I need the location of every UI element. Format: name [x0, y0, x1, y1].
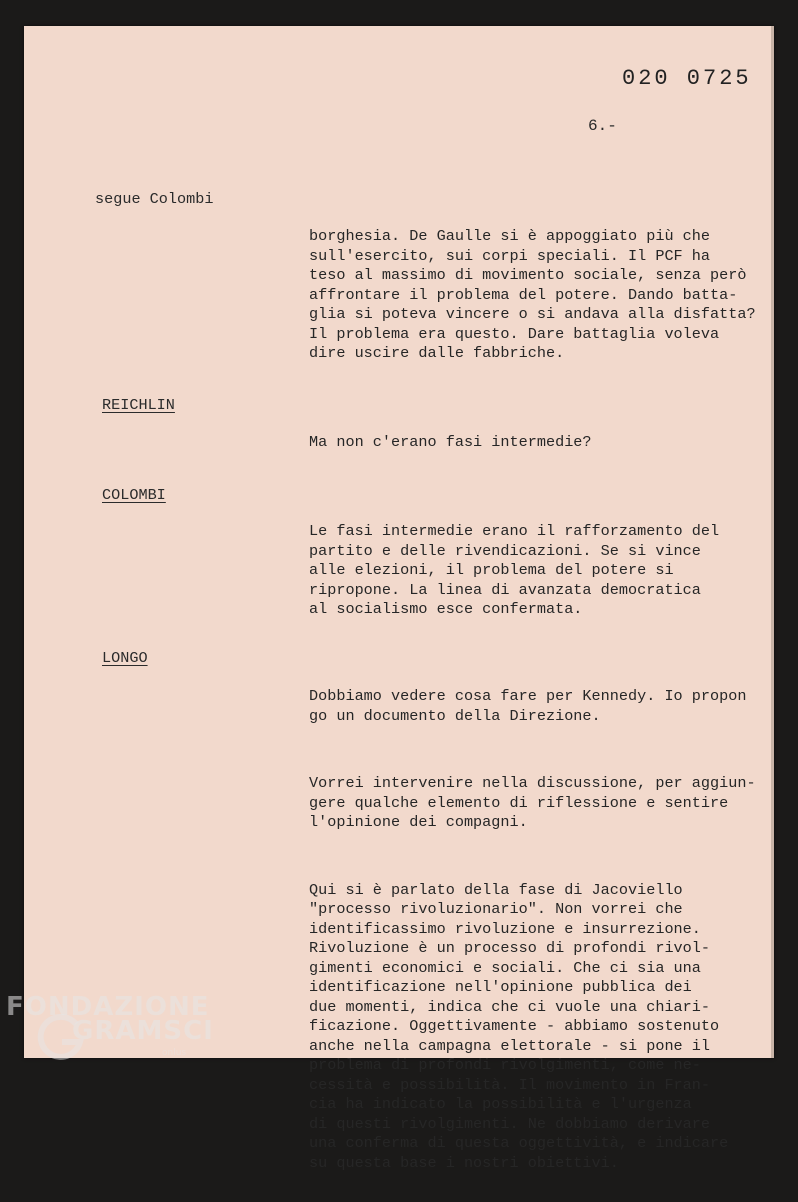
page-edge	[771, 26, 774, 1058]
document-number: 020 0725	[622, 66, 752, 91]
speaker-label: REICHLIN	[102, 396, 175, 414]
speech-block	[309, 648, 756, 1202]
speaker-label: LONGO	[102, 649, 148, 667]
paragraph: Qui si è parlato della fase di Jacoviello "processo rivoluzionario". Non vorrei che identificassimo rivoluzione e insurrezione. Rivoluzione è un processo di profondi rivol- gimenti economici e sociali. Che ci sia una identificazione nell'opinione pubblica dei due momenti, indica che ci vuole una chiari- ficazione. Oggettivamente - abbiamo sostenuto anche nella campagna elettorale - si pone il problema di profondi rivolgimenti, come ne- cessità e possibilità. Il movimento in Fran- cia ha indicato la possibilità e l'urgenza di questi rivolgimenti. Ne dobbiamo derivare una conferma di questa oggettività, e indicare su questa base i nostri obiettivi.	[309, 880, 729, 1172]
watermark-fondazione: FONDAZIONE	[6, 992, 210, 1022]
speech-block	[309, 188, 756, 392]
paragraph: Dobbiamo vedere cosa fare per Kennedy. Io propon go un documento della Direzione.	[309, 687, 747, 725]
speech-block	[309, 394, 592, 481]
speaker-label: segue Colombi	[95, 190, 214, 208]
speaker-label: COLOMBI	[102, 486, 166, 504]
watermark-onlus: onlus	[162, 1048, 187, 1058]
paragraph: Vorrei intervenire nella discussione, per aggiun- gere qualche elemento di riflessione e sentire l'opinione dei compagni.	[309, 774, 756, 831]
paragraph: borghesia. De Gaulle si è appoggiato più che sull'esercito, sui corpi speciali. Il PCF ha teso al massimo di movimento sociale, senza però affrontare il problema del potere. Dando batta- glia si poteva vincere o si andava alla disfatta? Il problema era questo. Dare battaglia voleva dire uscire dalle fabbriche.	[309, 227, 756, 362]
watermark-gramsci: GRAMSCI	[72, 1016, 214, 1046]
page-number: 6.-	[588, 117, 617, 135]
paragraph: Le fasi intermedie erano il rafforzamento del partito e delle rivendicazioni. Se si vince alle elezioni, il problema del potere si ripropone. La linea di avanzata democratica al socialismo esce confermata.	[309, 522, 720, 618]
paragraph: Ma non c'erano fasi intermedie?	[309, 433, 592, 451]
speech-block	[309, 483, 719, 648]
